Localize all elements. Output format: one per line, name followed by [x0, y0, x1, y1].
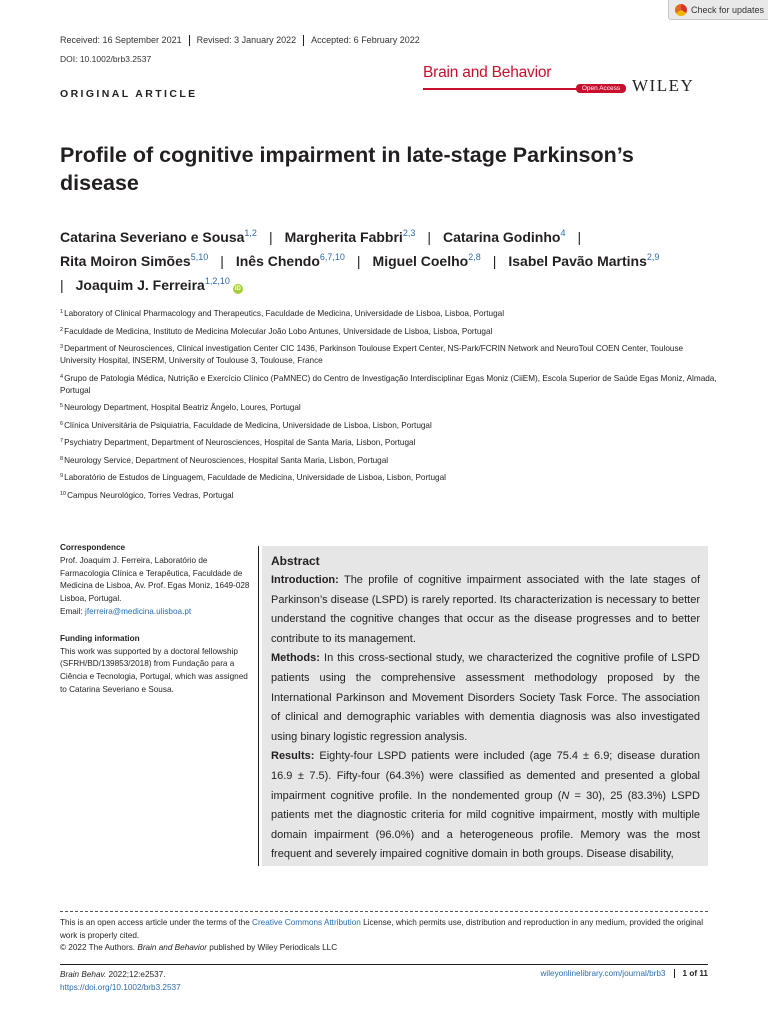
affiliation-item: $^7$Psychiatry Department, Department of Neurosciences, Hospital de Santa Maria, Lisbon, Portugal: [60, 438, 416, 447]
author[interactable]: Isabel Pavão Martins$^{2,9}$: [508, 252, 660, 269]
author[interactable]: Margherita Fabbri$^{2,3}$: [284, 228, 416, 245]
abstract-rule: [258, 546, 259, 866]
abstract-box: [262, 546, 708, 866]
sidebar-info: [60, 542, 250, 711]
abstract-heading: Abstract: [271, 554, 320, 568]
author[interactable]: Catarina Severiano e Sousa$^{1,2}$: [60, 228, 257, 245]
funding: [60, 633, 250, 697]
doi: DOI: 10.1002/brb3.2537: [60, 54, 152, 64]
footer-divider: [60, 964, 708, 965]
license-divider: [60, 911, 708, 912]
affiliation-item: $^9$Laboratório de Estudos de Linguagem, Faculdade de Medicina, Universidade de Lisboa, Lisbon, Portugal: [60, 473, 446, 482]
author-line: Catarina Severiano e Sousa$^{1,2}$ | Margherita Fabbri$^{2,3}$ | Catarina Godinho$^4$ |: [60, 228, 582, 245]
open-access-badge: Open Access: [576, 84, 626, 93]
revised-date: Revised: 3 January 2022: [189, 35, 304, 46]
received-date: Received: 16 September 2021: [60, 35, 182, 45]
footer-meta: [541, 969, 709, 978]
abstract-results: Results: Eighty-four LSPD patients were included (age 75.4 ± 6.9; disease duration 16.9 ± 7.5). Fifty-four (64.3%) were classified as demented and presented a global impairment cognitive profile. In the nondemented group (N = 30), 25 (83.3%) LSPD patients met the diagnostic criteria for mild cognitive impairment, mostly with multiple domain impairment (96.0%) and a heterogeneous profile. Memory was the most frequent and severely impaired cognitive domain in both groups. Disease disability,: [271, 750, 701, 861]
doi-link[interactable]: https://doi.org/10.1002/brb3.2537: [60, 982, 181, 992]
article-title: Profile of cognitive impairment in late-stage Parkinson’s disease: [60, 143, 634, 195]
cc-license-link[interactable]: Creative Commons Attribution: [252, 918, 361, 927]
affiliation-item: $^{10}$Campus Neurológico, Torres Vedras, Portugal: [60, 490, 234, 500]
author[interactable]: Rita Moiron Simões$^{5,10}$: [60, 252, 209, 269]
journal-site-link[interactable]: wileyonlinelibrary.com/journal/brb3: [541, 969, 675, 978]
author[interactable]: Inês Chendo$^{6,7,10}$: [235, 252, 345, 269]
article-type: ORIGINAL ARTICLE: [60, 88, 198, 100]
correspondence-text: Prof. Joaquim J. Ferreira, Laboratório de Farmacologia Clínica e Terapêutica, Faculdade de Medicina de Lisboa, Av. Prof. Egas Moniz, 1649-028 Lisboa, Portugal.: [60, 555, 250, 604]
article-dates: [60, 35, 427, 46]
accepted-date: Accepted: 6 February 2022: [303, 35, 427, 46]
abstract-introduction: Introduction: The profile of cognitive impairment associated with the late stages of Parkinson’s disease (LSPD) is rarely reported. Its characterization is necessary to better understand the cognitive changes that occur as the disease progresses and to better contribute to its management.: [271, 574, 700, 645]
check-for-updates-button[interactable]: [668, 0, 768, 20]
affiliation-item: $^5$Neurology Department, Hospital Beatriz Ângelo, Loures, Portugal: [60, 403, 301, 412]
author-list: [60, 225, 720, 297]
funding-heading: Funding information: [60, 633, 140, 643]
email-link[interactable]: jferreira@medicina.ulisboa.pt: [85, 606, 192, 616]
author-line: Rita Moiron Simões$^{5,10}$ | Inês Chendo$^{6,7,10}$ | Miguel Coelho$^{2,8}$ | Isabel Pavão Martins$^{2,9}$: [60, 252, 660, 269]
author[interactable]: Joaquim J. Ferreira$^{1,2,10}$: [75, 276, 230, 293]
correspondence-heading: Correspondence: [60, 543, 126, 552]
funding-text: This work was supported by a doctoral fellowship (SFRH/BD/139853/2018) from Fundação para a Ciência e Tecnologia, Portugal, which was assigned to Catarina Severiano e Sousa.: [60, 646, 248, 694]
author[interactable]: Miguel Coelho$^{2,8}$: [372, 252, 481, 269]
license-notice: [60, 917, 710, 955]
affiliation-item: $^1$Laboratory of Clinical Pharmacology and Therapeutics, Faculdade de Medicina, Universidade de Lisboa, Lisboa, Portugal: [60, 309, 505, 318]
crossmark-icon: [675, 4, 687, 16]
affiliation-item: $^3$Department of Neurosciences, Clinical investigation Center CIC 1436, Parkinson Toulouse Expert Center, NS-Park/FCRIN Network and NeuroToul COEN Center, Toulouse University Hospital, INSERM, University of Toulouse 3, Toulouse, France: [60, 344, 684, 365]
license-text: This is an open access article under the terms of the Creative Commons Attribution License, which permits use, distribution and reproduction in any medium, provided the original work is properly cited.: [60, 918, 704, 940]
footer-citation: Brain Behav. 2022;12:e2537. https://doi.org/10.1002/brb3.2537: [60, 970, 181, 992]
journal-name: Brain and Behavior: [423, 64, 552, 81]
affiliations: [60, 308, 720, 507]
page-number: 1 of 11: [682, 969, 708, 978]
affiliation-item: $^2$Faculdade de Medicina, Instituto de Medicina Molecular João Lobo Antunes, Universidade de Lisboa, Lisboa, Portugal: [60, 326, 493, 336]
publisher-logo: WILEY: [632, 76, 695, 95]
abstract-methods: Methods: In this cross-sectional study, we characterized the cognitive profile of LSPD patients using the comprehensive assessment methodology proposed by the International Parkinson and Movement Disorders Society Task Force. The association of clinical and demographic variables with dementia diagnosis was also investigated using binary logistic regression analysis.: [271, 652, 700, 743]
check-for-updates-label: Check for updates: [691, 4, 765, 15]
author[interactable]: Catarina Godinho$^4$: [442, 228, 566, 245]
affiliation-item: $^4$Grupo de Patologia Médica, Nutrição e Exercício Clínico (PaMNEC) do Centro de Investigação Interdisciplinar Egas Moniz (CiiEM), Escola Superior de Saúde Egas Moniz, Almada, Portugal: [60, 373, 717, 395]
orcid-icon[interactable]: iD: [234, 286, 241, 292]
correspondence: [60, 542, 250, 619]
affiliation-item: $^6$Clínica Universitária de Psiquiatria, Faculdade de Medicina, Universidade de Lisboa, Lisbon, Portugal: [60, 420, 432, 430]
affiliation-item: $^8$Neurology Service, Department of Neurosciences, Hospital Santa Maria, Lisbon, Portugal: [60, 455, 389, 465]
author-line: | Joaquim J. Ferreira$^{1,2,10}$iD: [60, 276, 241, 293]
journal-underline: [423, 88, 578, 90]
correspondence-email: Email: jferreira@medicina.ulisboa.pt: [60, 606, 192, 616]
copyright: © 2022 The Authors. Brain and Behavior published by Wiley Periodicals LLC: [60, 943, 338, 952]
